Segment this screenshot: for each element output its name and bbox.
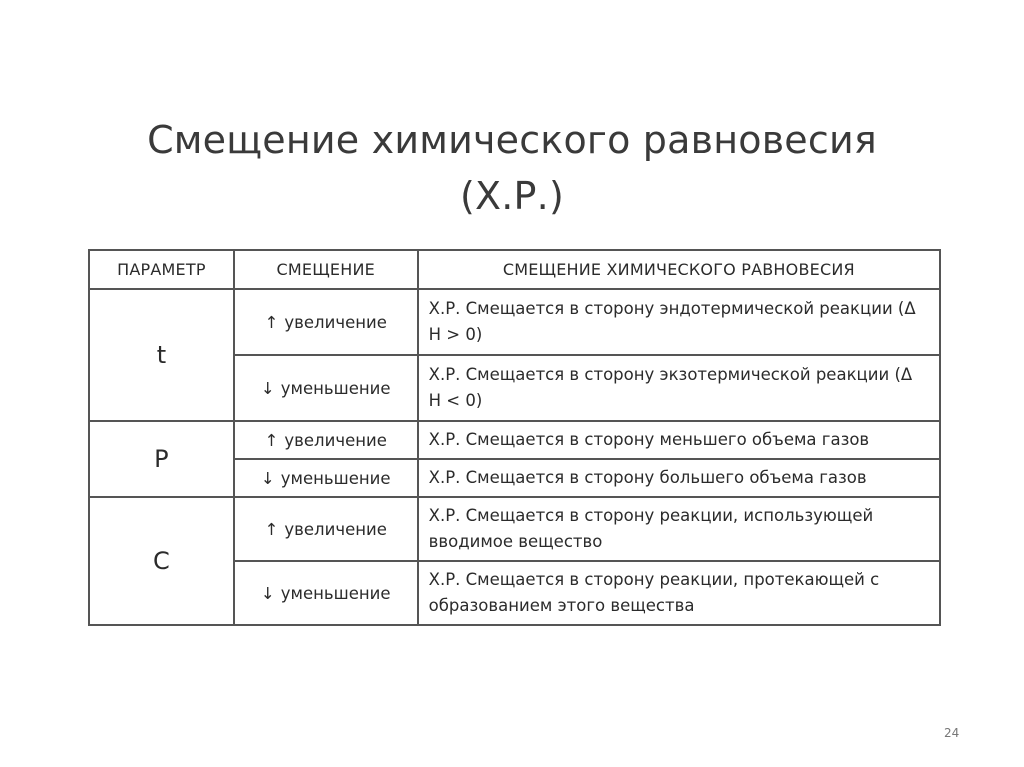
direction-cell [234, 561, 418, 625]
table-row [89, 497, 940, 561]
arrow-down-icon: ↓ [260, 378, 275, 398]
effect-cell: Х.Р. Смещается в сторону большего объема газов [418, 459, 940, 497]
direction-label: уменьшение [280, 583, 391, 603]
direction-cell [234, 355, 418, 421]
arrow-down-icon: ↓ [260, 468, 275, 488]
arrow-up-icon: ↑ [264, 312, 279, 332]
arrow-down-icon: ↓ [260, 583, 275, 603]
direction-label: уменьшение [280, 378, 391, 398]
slide-title [0, 112, 1024, 224]
title-line-1: Смещение химического равновесия [147, 118, 877, 162]
table-row [89, 289, 940, 355]
param-cell-t: t [89, 289, 234, 421]
param-cell-p: P [89, 421, 234, 497]
direction-label: увеличение [284, 430, 387, 450]
effect-cell: Х.Р. Смещается в сторону реакции, протекающей с образованием этого вещества [418, 561, 940, 625]
direction-cell [234, 421, 418, 459]
arrow-up-icon: ↑ [264, 430, 279, 450]
effect-cell: Х.Р. Смещается в сторону меньшего объема газов [418, 421, 940, 459]
direction-label: увеличение [284, 519, 387, 539]
title-line-2: (Х.Р.) [460, 174, 564, 218]
header-equilibrium-shift: СМЕЩЕНИЕ ХИМИЧЕСКОГО РАВНОВЕСИЯ [418, 250, 940, 289]
effect-cell: Х.Р. Смещается в сторону эндотермической реакции (Δ H > 0) [418, 289, 940, 355]
direction-cell [234, 497, 418, 561]
arrow-up-icon: ↑ [264, 519, 279, 539]
direction-label: уменьшение [280, 468, 391, 488]
direction-cell [234, 459, 418, 497]
equilibrium-table [88, 249, 941, 626]
table-row [89, 421, 940, 459]
header-parameter: ПАРАМЕТР [89, 250, 234, 289]
direction-label: увеличение [284, 312, 387, 332]
header-shift: СМЕЩЕНИЕ [234, 250, 418, 289]
effect-cell: Х.Р. Смещается в сторону реакции, использующей вводимое вещество [418, 497, 940, 561]
page-number: 24 [944, 726, 960, 740]
table-header-row [89, 250, 940, 289]
direction-cell [234, 289, 418, 355]
param-cell-c: C [89, 497, 234, 625]
effect-cell: Х.Р. Смещается в сторону экзотермической реакции (Δ H < 0) [418, 355, 940, 421]
